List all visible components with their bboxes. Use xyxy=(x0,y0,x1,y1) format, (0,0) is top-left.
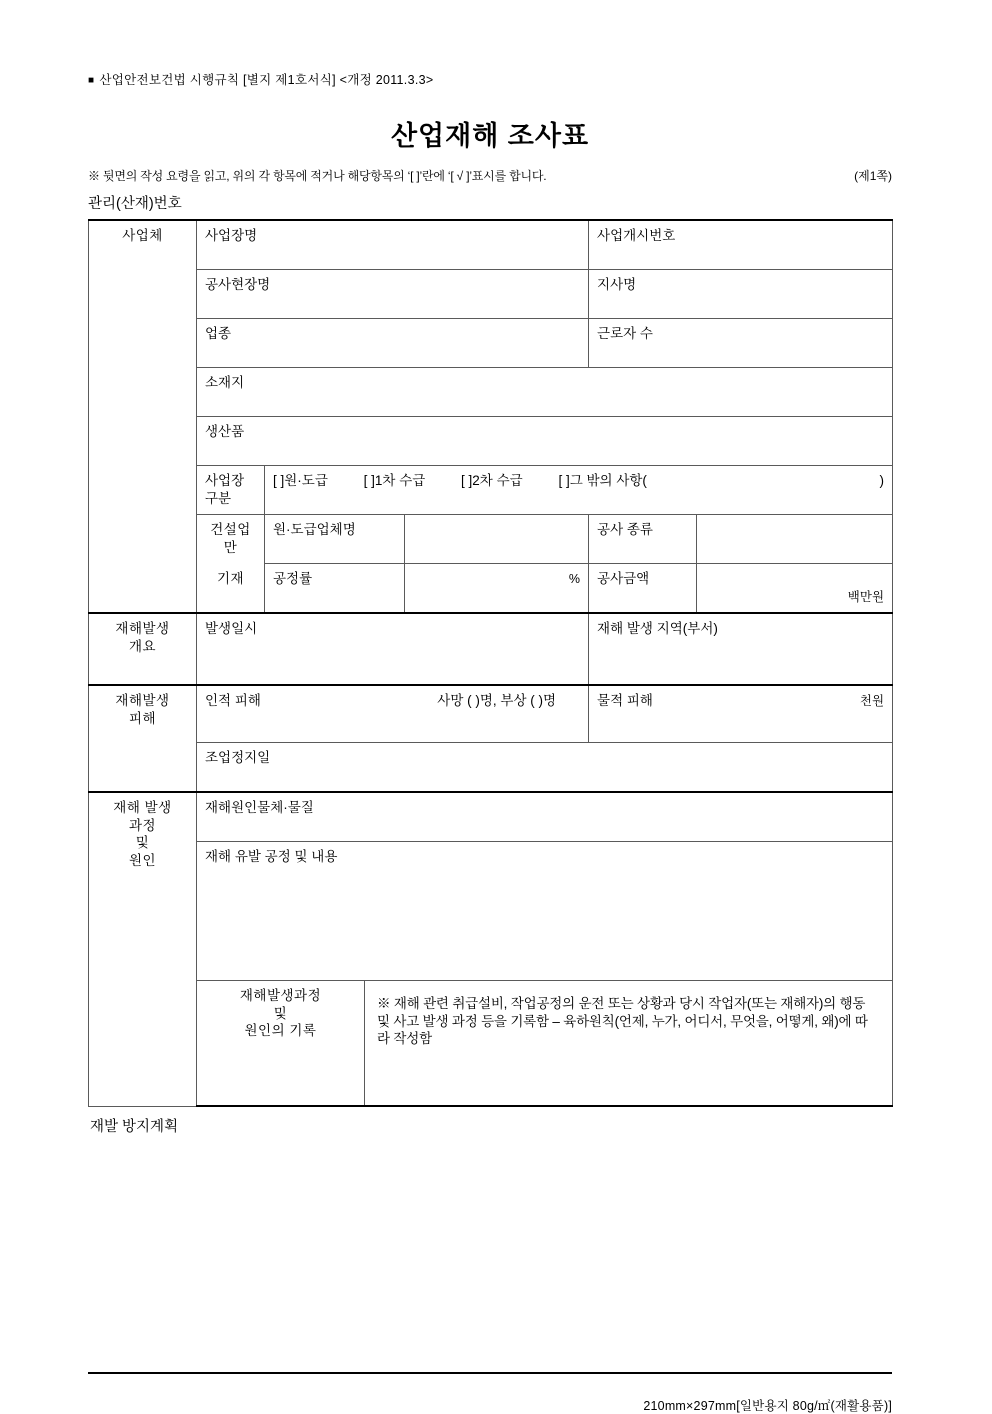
field-industry-type[interactable]: 업종 xyxy=(197,319,589,368)
field-branch-name[interactable]: 지사명 xyxy=(589,270,893,319)
section-label-accident-process-line3: 및 xyxy=(135,835,150,851)
square-bullet-icon: ■ xyxy=(88,75,95,86)
field-human-damage[interactable] xyxy=(197,685,589,743)
field-construction-site-name[interactable]: 공사현장명 xyxy=(197,270,589,319)
section-label-accident-outline-line2: 개요 xyxy=(128,638,157,654)
label-material-damage: 물적 피해 xyxy=(597,693,653,708)
admin-number-label: 관리(산재)번호 xyxy=(88,196,182,212)
section-label-accident-process xyxy=(89,792,197,1106)
section-label-accident-process-line2: 과정 xyxy=(128,817,157,833)
section-label-accident-process-line1: 재해 발생 xyxy=(113,800,172,815)
value-construction-kind[interactable] xyxy=(697,515,893,564)
label-record-line1: 재해발생과정 xyxy=(239,988,322,1003)
value-construction-amount[interactable] xyxy=(697,564,893,614)
workplace-division-options[interactable] xyxy=(265,466,893,515)
human-damage-counts[interactable]: 사망 ( )명, 부상 ( )명 xyxy=(437,693,557,708)
field-cause-object[interactable]: 재해원인물체·물질 xyxy=(197,792,893,842)
field-worker-count[interactable]: 근로자 수 xyxy=(589,319,893,368)
section-label-business: 사업체 xyxy=(89,220,197,613)
progress-rate-unit: % xyxy=(568,572,581,586)
construction-amount-unit: 백만원 xyxy=(847,590,885,605)
field-product[interactable]: 생산품 xyxy=(197,417,893,466)
field-workplace-name[interactable]: 사업장명 xyxy=(197,220,589,270)
field-location[interactable]: 소재지 xyxy=(197,368,893,417)
bottom-rule xyxy=(88,1372,892,1374)
label-progress-rate: 공정률 xyxy=(265,564,405,614)
page-content xyxy=(88,0,892,1414)
label-record-block xyxy=(197,981,365,1107)
field-occurrence-datetime[interactable]: 발생일시 xyxy=(197,613,589,685)
label-record-line3: 원인의 기록 xyxy=(244,1023,317,1039)
value-progress-rate[interactable] xyxy=(405,564,589,614)
form-reference-text: 산업안전보건법 시행규칙 [별지 제1호서식] <개정 2011.3.3> xyxy=(99,73,434,87)
value-contractor-company-name[interactable] xyxy=(405,515,589,564)
label-workplace-division: 사업장 구분 xyxy=(197,466,265,515)
label-record-line2: 및 xyxy=(273,1005,288,1021)
note-row xyxy=(88,167,892,184)
label-construction-only-line1: 건설업만 xyxy=(197,515,265,564)
section-label-accident-damage-line1: 재해발생 xyxy=(115,693,170,708)
label-construction-only-line2: 기재 xyxy=(197,564,265,614)
page-mark: (제1쪽) xyxy=(854,169,892,183)
paper-spec-footer: 210mm×297mm[일반용지 80g/㎡(재활용품)] xyxy=(643,1399,892,1413)
prevention-plan-label: 재발 방지계획 xyxy=(90,1119,179,1135)
page-title: 산업재해 조사표 xyxy=(390,121,590,151)
record-memo[interactable]: ※ 재해 관련 취급설비, 작업공정의 운전 또는 상황과 당시 작업자(또는 재해자)의 행동 및 사고 발생 과정 등을 기록함 – 육하원칙(언제, 누가, 어디서, 무엇을, 어떻게, 왜)에 따라 작성함 xyxy=(365,981,893,1107)
option-first-subcontract[interactable]: [ ]1차 수급 xyxy=(363,473,426,488)
label-human-damage: 인적 피해 xyxy=(205,693,261,708)
section-label-accident-damage-line2: 피해 xyxy=(128,710,157,726)
option-other-close-paren: ) xyxy=(879,473,885,488)
option-second-subcontract[interactable]: [ ]2차 수급 xyxy=(461,473,523,488)
option-prime-contract[interactable]: [ ]원·도급 xyxy=(273,473,328,488)
form-reference xyxy=(88,70,892,88)
instruction-note: ※ 뒷면의 작성 요령을 읽고, 위의 각 항목에 적거나 해당항목의 ‘[ ]’란에 ‘[ √ ]’표시를 합니다. xyxy=(88,169,547,183)
main-form-table xyxy=(88,219,893,1107)
field-occurrence-area[interactable]: 재해 발생 지역(부서) xyxy=(589,613,893,685)
section-label-accident-outline xyxy=(89,613,197,685)
label-contractor-company-name: 원·도급업체명 xyxy=(265,515,405,564)
label-construction-kind: 공사 종류 xyxy=(589,515,697,564)
field-suspension-days[interactable]: 조업정지일 xyxy=(197,743,893,793)
option-other[interactable]: [ ]그 밖의 사항( xyxy=(558,473,647,488)
label-construction-amount: 공사금액 xyxy=(589,564,697,614)
section-label-accident-process-line4: 원인 xyxy=(128,852,157,868)
section-label-accident-damage xyxy=(89,685,197,792)
field-triggering-process[interactable]: 재해 유발 공정 및 내용 xyxy=(197,842,893,981)
field-material-damage[interactable] xyxy=(589,685,893,743)
section-label-accident-outline-line1: 재해발생 xyxy=(115,621,170,636)
field-business-start-number[interactable]: 사업개시번호 xyxy=(589,220,893,270)
material-damage-unit: 천원 xyxy=(859,693,885,708)
